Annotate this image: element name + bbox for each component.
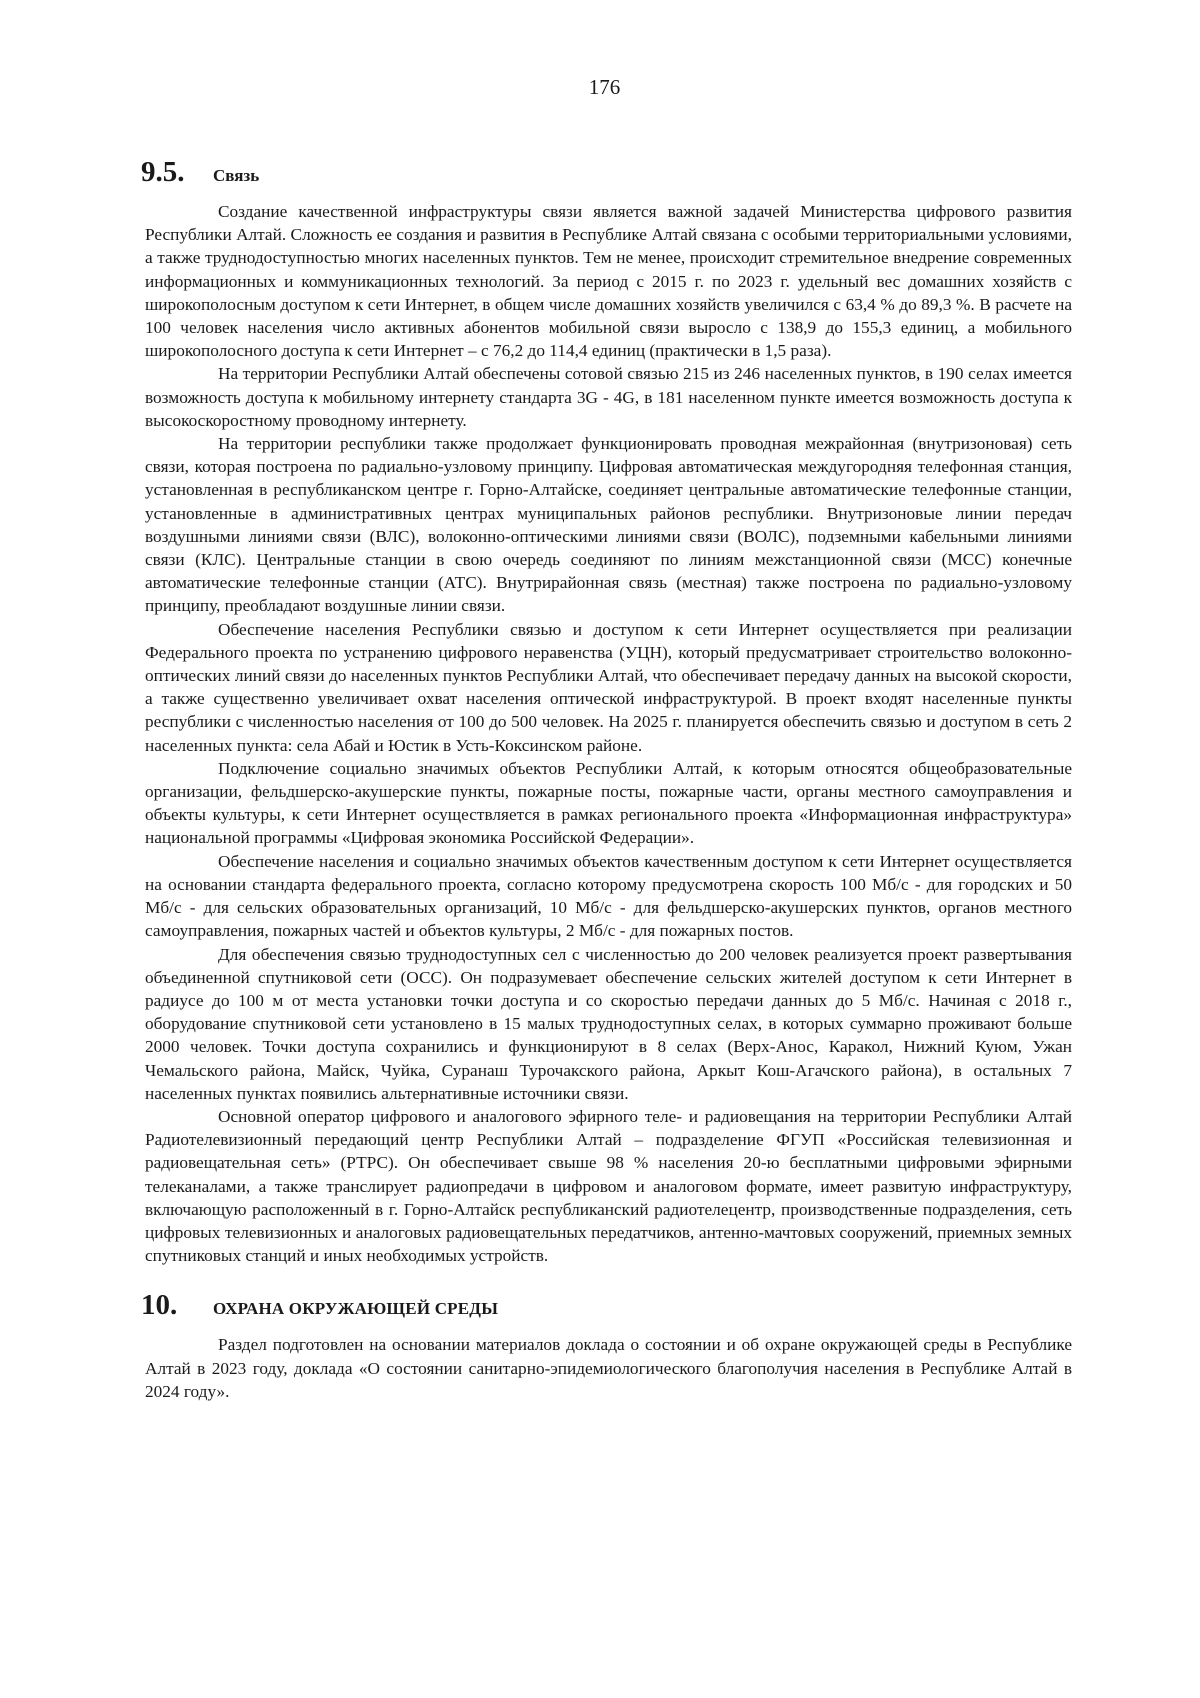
section-heading-10 — [141, 1289, 1072, 1329]
section-title: Связь — [213, 166, 260, 185]
paragraph: Обеспечение населения Республики связью и доступом к сети Интернет осуществляется при реализации Федерального проекта по устранению цифрового неравенства (УЦН), который предусматривает строительство волоконно-оптических линий связи до населенных пунктов Республики Алтай, что обеспечивает передачу данных на высокой скорости, а также существенно увеличивает охват населения оптической инфраструктурой. В проект входят населенные пункты республики с численностью населения от 100 до 500 человек. На 2025 г. планируется обеспечить связью и доступом в сеть 2 населенных пункта: села Абай и Юстик в Усть-Коксинском районе. — [145, 619, 1072, 755]
section-title: ОХРАНА ОКРУЖАЮЩЕЙ СРЕДЫ — [213, 1299, 499, 1319]
page-number: 176 — [588, 75, 621, 99]
paragraph: На территории Республики Алтай обеспечены сотовой связью 215 из 246 населенных пунктов, в 190 селах имеется возможность доступа к мобильному интернету стандарта 3G - 4G, в 181 населенном пункте имеется возможность доступа к высокоскоростному проводному интернету. — [145, 364, 1072, 430]
paragraph: Основной оператор цифрового и аналогового эфирного теле- и радиовещания на территории Республики Алтай Радиотелевизионный передающий центр Республики Алтай – подразделение ФГУП «Российская телевизионная и радиовещательная сеть» (РТРС). Он обеспечивает свыше 98 % населения 20-ю бесплатными цифровыми эфирными телеканалами, а также транслирует радиопредачи в цифровом и аналоговом формате, имеет развитую инфраструктуру, включающую расположенный в г. Горно-Алтайск республиканский радиотелецентр, производственные подразделения, сеть цифровых телевизионных и аналоговых радиовещательных передатчиков, антенно-мачтовых сооружений, приемных земных спутниковых станций и иных необходимых устройств. — [145, 1106, 1072, 1266]
section-body-9-5 — [145, 200, 1072, 1267]
section-number: 10. — [141, 1289, 178, 1322]
paragraph: Раздел подготовлен на основании материалов доклада о состоянии и об охране окружающей среды в Республике Алтай в 2023 году, доклада «О состоянии санитарно-эпидемиологического благополучия населения в Республике Алтай в 2024 году». — [145, 1335, 1072, 1401]
paragraph: Создание качественной инфраструктуры связи является важной задачей Министерства цифрового развития Республики Алтай. Сложность ее создания и развития в Республике Алтай связана с особыми территориальными условиями, а также труднодоступностью многих населенных пунктов. Тем не менее, происходит стремительное внедрение современных информационных и коммуникационных технологий. За период с 2015 г. по 2023 г. удельный вес домашних хозяйств с широкополосным доступом к сети Интернет, в общем числе домашних хозяйств увеличился с 63,4 % до 89,3 %. В расчете на 100 человек населения число активных абонентов мобильной связи выросло с 138,9 до 155,3 единиц, а мобильного широкополосного доступа к сети Интернет – с 76,2 до 114,4 единиц (практически в 1,5 раза). — [145, 202, 1072, 361]
paragraph: Обеспечение населения и социально значимых объектов качественным доступом к сети Интернет осуществляется на основании стандарта федерального проекта, согласно которому предусмотрена скорость 100 Мб/с - для городских и 50 Мб/с - для сельских образовательных организаций, 10 Мб/с - для фельдшерско-акушерских пунктов, органов местного самоуправления, пожарных частей и объектов культуры, 2 Мб/с - для пожарных постов. — [145, 851, 1072, 941]
section-body-10 — [145, 1333, 1072, 1403]
paragraph: Для обеспечения связью труднодоступных сел с численностью до 200 человек реализуется проект развертывания объединенной спутниковой сети (ОСС). Он подразумевает обеспечение сельских жителей доступом к сети Интернет в радиусе до 100 м от места установки точки доступа и со скоростью передачи данных до 5 Мб/с. Начиная с 2018 г., оборудование спутниковой сети установлено в 15 малых труднодоступных селах, в которых суммарно проживают больше 2000 человек. Точки доступа сохранились и функционируют в 8 селах (Верх-Анос, Каракол, Нижний Куюм, Ужан Чемальского района, Майск, Чуйка, Суранаш Турочакского района, Аркыт Кош-Агачского района), в остальных 7 населенных пунктах появились альтернативные источники связи. — [145, 944, 1072, 1103]
section-number: 9.5. — [141, 156, 185, 188]
paragraph: На территории республики также продолжает функционировать проводная межрайонная (внутризоновая) сеть связи, которая построена по радиально-узловому принципу. Цифровая автоматическая междугородняя телефонная станция, установленная в республиканском центре г. Горно-Алтайске, соединяет центральные автоматические телефонные станции, установленные в административных центрах муниципальных районов республики. Внутризоновые линии передач воздушными линиями связи (ВЛС), волоконно-оптическими линиями связи (ВОЛС), подземными кабельными линиями связи (КЛС). Центральные станции в свою очередь соединяют по линиям межстанционной связи (МСС) конечные автоматические телефонные станции (АТС). Внутрирайонная связь (местная) также построена по радиально-узловому принципу, преобладают воздушные линии связи. — [145, 434, 1072, 616]
section-heading-9-5 — [141, 156, 1072, 196]
paragraph: Подключение социально значимых объектов Республики Алтай, к которым относятся общеобразовательные организации, фельдшерско-акушерские пункты, пожарные посты, пожарные части, органы местного самоуправления и объекты культуры, к сети Интернет осуществляется в рамках регионального проекта «Информационная инфраструктура» национальной программы «Цифровая экономика Российской Федерации». — [145, 758, 1072, 848]
